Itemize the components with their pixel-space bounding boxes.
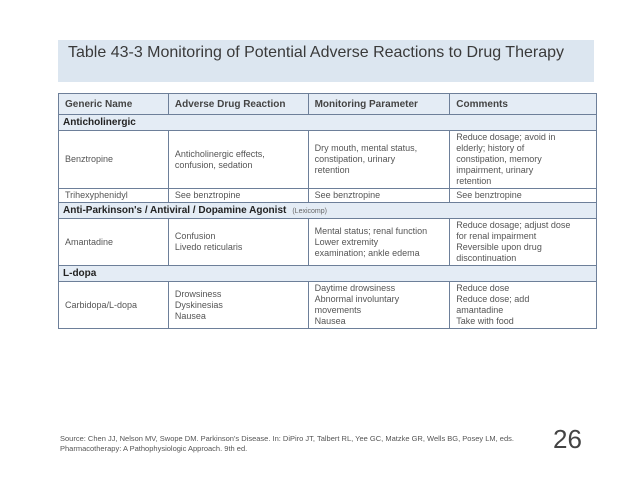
page-number: 26 xyxy=(553,424,582,454)
cell-line: Take with food xyxy=(456,316,514,326)
cell-line: Nausea xyxy=(314,316,346,326)
section-title: Anti-Parkinson's / Antiviral / Dopamine Agonist xyxy=(63,204,287,216)
cell-monitoring xyxy=(308,219,450,266)
cell-line: Abnormal involuntary xyxy=(314,294,400,304)
cell-line: Mental status; renal function xyxy=(314,225,428,236)
cell-line: Nausea xyxy=(174,310,206,321)
header-adverse-drug-reaction: Adverse Drug Reaction xyxy=(168,94,308,115)
header-monitoring-parameter: Monitoring Parameter xyxy=(308,94,450,115)
cell-line: confusion, sedation xyxy=(174,159,253,170)
table-row xyxy=(59,189,597,203)
header-comments: Comments xyxy=(450,94,597,115)
cell-line: Reduce dosage; adjust dose xyxy=(456,220,571,230)
cell-line: retention xyxy=(456,176,492,186)
section-source: (Lexicomp) xyxy=(292,207,327,215)
table-row xyxy=(59,282,597,329)
cell-monitoring xyxy=(308,282,450,329)
cell-line: Reduce dose xyxy=(456,283,510,293)
slide-title: Table 43-3 Monitoring of Potential Adverse Reactions to Drug Therapy xyxy=(58,40,594,82)
cell-line: constipation, urinary xyxy=(314,154,396,164)
cell-adr xyxy=(168,282,308,329)
cell-line: examination; ankle edema xyxy=(314,247,420,258)
cell-line: Drowsiness xyxy=(174,288,222,299)
cell-generic: Amantadine xyxy=(59,219,169,266)
source-footnote xyxy=(60,434,560,454)
cell-line: for renal impairment xyxy=(456,231,537,241)
footnote-line: Source: Chen JJ, Nelson MV, Swope DM. Parkinson's Disease. In: DiPiro JT, Talbert RL, Yee GC, Matzke GR, Wells BG, Posey LM, eds. xyxy=(60,434,514,443)
cell-generic: Benztropine xyxy=(59,131,169,189)
section-title: L-dopa xyxy=(63,268,97,279)
cell-monitoring xyxy=(308,131,450,189)
section-row-anticholinergic xyxy=(59,115,597,131)
cell-line: Dry mouth, mental status, xyxy=(314,143,418,153)
cell-line: Livedo reticularis xyxy=(174,242,243,252)
cell-generic: Trihexyphenidyl xyxy=(59,189,169,203)
cell-adr xyxy=(168,219,308,266)
section-title: Anticholinergic xyxy=(63,117,136,128)
cell-generic: Carbidopa/L-dopa xyxy=(59,282,169,329)
table-row xyxy=(59,219,597,266)
cell-line: amantadine xyxy=(456,305,504,315)
cell-line: Reduce dosage; avoid in xyxy=(456,132,556,142)
cell-comments: See benztropine xyxy=(450,189,597,203)
cell-monitoring: See benztropine xyxy=(308,189,450,203)
cell-line: impairment, urinary xyxy=(456,165,534,175)
cell-line: Dyskinesias xyxy=(174,299,223,310)
cell-line: retention xyxy=(314,165,350,175)
adverse-reactions-table xyxy=(58,93,597,329)
table-header-row xyxy=(59,94,597,115)
cell-line: Confusion xyxy=(174,231,216,241)
cell-comments xyxy=(450,131,597,189)
cell-line: Daytime drowsiness xyxy=(314,283,396,293)
cell-comments xyxy=(450,219,597,266)
table-row xyxy=(59,131,597,189)
cell-line: movements xyxy=(314,305,362,315)
cell-line: Anticholinergic effects, xyxy=(174,148,265,159)
cell-line: elderly; history of xyxy=(456,143,525,153)
cell-line: discontinuation xyxy=(456,253,517,263)
cell-adr xyxy=(168,131,308,189)
cell-line: constipation, memory xyxy=(456,154,542,164)
cell-adr: See benztropine xyxy=(168,189,308,203)
section-row-l-dopa xyxy=(59,266,597,282)
cell-line: Reversible upon drug xyxy=(456,242,542,252)
cell-line: Lower extremity xyxy=(314,236,379,247)
section-row-anti-parkinsons xyxy=(59,203,597,219)
footnote-line: Pharmacotherapy: A Pathophysiologic Approach. 9th ed. xyxy=(60,444,248,453)
header-generic-name: Generic Name xyxy=(59,94,169,115)
cell-comments xyxy=(450,282,597,329)
cell-line: Reduce dose; add xyxy=(456,294,530,304)
